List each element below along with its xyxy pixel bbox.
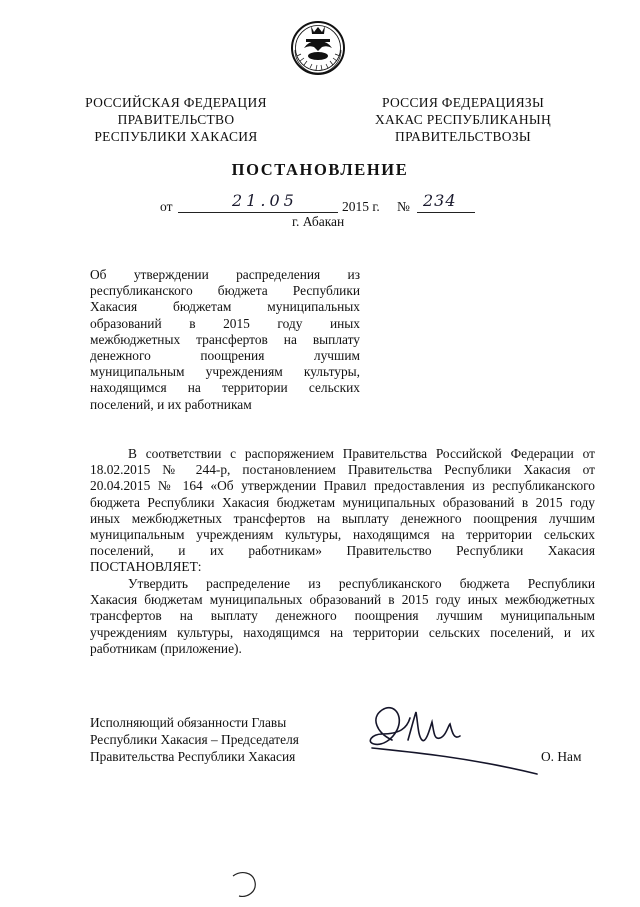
subject-line: находящимся на территории сельских	[90, 380, 360, 396]
body-line: Утвердить распределение из республиканского бюджета Республики	[128, 576, 595, 591]
body-line: 18.02.2015 № 244-р, постановлением Правительства Республики Хакасия от	[90, 462, 595, 478]
resolves-heading: ПОСТАНОВЛЯЕТ:	[90, 559, 202, 575]
subject-line: денежного поощрения лучшим	[90, 348, 360, 364]
date-handwritten: 21.05	[232, 191, 298, 210]
header-right-line: ПРАВИТЕЛЬСТВОЗЫ	[395, 129, 531, 144]
header-left-line: ПРАВИТЕЛЬСТВО	[117, 112, 235, 127]
subject-line: муниципальным учреждениям культуры,	[90, 364, 360, 380]
body-line: бюджета Республики Хакасия бюджетам муниципальных образований в 2015 году	[90, 494, 595, 510]
header-right-line: РОССИЯ ФЕДЕРАЦИЯЗЫ	[381, 95, 545, 110]
number-handwritten: 234	[423, 191, 457, 210]
header-left-line: РЕСПУБЛИКИ ХАКАСИЯ	[94, 129, 258, 144]
signatory-title-line: Правительства Республики Хакасия	[90, 749, 296, 764]
resolution-paragraph	[90, 576, 595, 657]
number-label: №	[397, 199, 410, 214]
handwritten-signature	[352, 688, 542, 778]
body-line: 20.04.2015 № 164 «Об утверждении Правил предоставления из республиканского	[90, 478, 595, 494]
signatory-name: О. Нам	[541, 749, 582, 764]
signatory-title-line: Исполняющий обязанности Главы	[90, 715, 287, 730]
subject-line: межбюджетных трансфертов на выплату	[90, 331, 360, 347]
header-right	[370, 94, 556, 145]
subject-line: республиканского бюджета Республики	[90, 283, 360, 299]
header-left-line: РОССИЙСКАЯ ФЕДЕРАЦИЯ	[85, 95, 267, 110]
signatory-title	[90, 714, 299, 765]
document-title: ПОСТАНОВЛЕНИЕ	[231, 160, 409, 179]
body-line: иных межбюджетных трансфертов на выплату денежного поощрения лучшим	[90, 510, 595, 526]
body-line: трансфертов на выплату денежного поощрения лучшим муниципальным	[90, 608, 595, 624]
body-line: поселений, и их работникам» Правительство Республики Хакасия	[90, 543, 595, 559]
subject-line: поселений, и их работникам	[90, 396, 252, 412]
body-line: В соответствии с распоряжением Правительства Российской Федерации от	[128, 446, 595, 461]
subject-line: Об утверждении распределения из	[90, 267, 360, 282]
pen-mark	[225, 868, 265, 902]
body-line: Хакасия бюджетам муниципальных образований в 2015 году иных межбюджетных	[90, 592, 595, 608]
header-right-line: ХАКАС РЕСПУБЛИКАНЫҢ	[374, 112, 552, 127]
subject-line: Хакасия бюджетам муниципальных	[90, 299, 360, 315]
coat-of-arms-emblem	[289, 18, 347, 78]
subject-block	[90, 267, 360, 413]
year-label: 2015 г.	[342, 199, 380, 214]
header-left	[85, 94, 267, 145]
subject-line: образований в 2015 году иных	[90, 315, 360, 331]
signatory-title-line: Республики Хакасия – Председателя	[90, 732, 299, 747]
body-line: работникам (приложение).	[90, 640, 242, 656]
body-line: муниципальным учреждениям культуры, находящимся на территории сельских	[90, 527, 595, 543]
date-from-label: от	[160, 199, 173, 214]
body-line: учреждениям культуры, находящимся на территории сельских поселений, и их	[90, 624, 595, 640]
preamble-paragraph	[90, 446, 595, 576]
city-label: г. Абакан	[292, 214, 345, 229]
